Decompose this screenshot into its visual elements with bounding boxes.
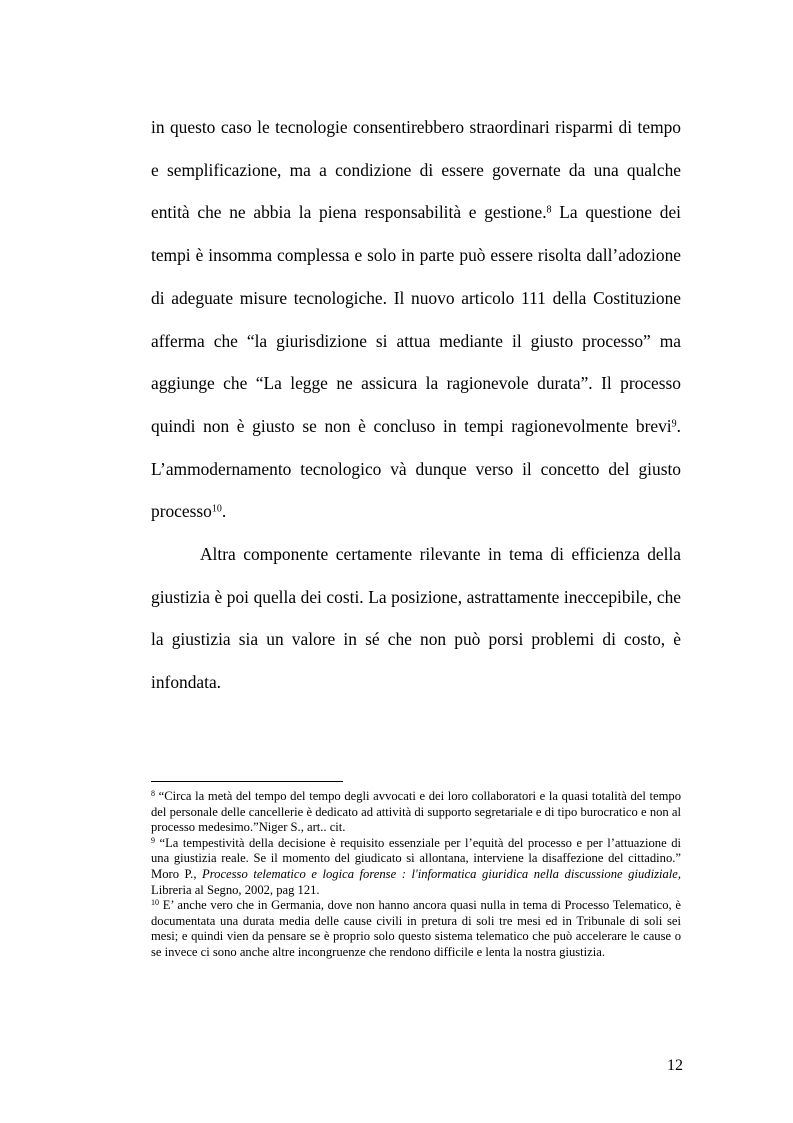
cited-work-title: Processo telematico e logica forense : l'informatica giuridica nella discussione giudiziale, [202,866,682,881]
body-text [151,106,681,704]
page-number: 12 [667,1057,683,1074]
footnote-ref-10[interactable]: 10 [211,503,222,515]
footnote-mark: 9 [151,835,155,845]
footnote-ref-9[interactable]: 9 [671,418,677,430]
footnote-ref-8[interactable]: 8 [546,204,552,216]
paragraph-1-text-d: . [221,501,227,522]
footnote-mark: 8 [151,789,155,798]
paragraph-1-text-c: . L’ammodernamento tecnologico và dunque verso il concetto del giusto processo [151,415,681,522]
paragraph-1 [151,106,681,533]
footnote-8 [151,789,681,836]
paragraph-1-text-a: in questo caso le tecnologie consentirebbero straordinari risparmi di tempo e semplificazione, ma a condizione di essere governate da una qualche entità che ne abbia la piena responsabilità e gestione. [151,117,681,223]
footnote-text-tail: Libreria al Segno, 2002, pag 121. [151,882,320,897]
footnote-text: “La tempestività della decisione è requisito essenziale per l’equità del processo e per l’attuazione di una giustizia reale. Se il momento del giudicato si allontana, interviene la disaffezione del cittadino.” Moro P., [151,835,681,881]
footnote-10 [151,898,681,960]
footnote-text: “Circa la metà del tempo del tempo degli avvocati e dei loro collaboratori e la quasi totalità del tempo del personale delle cancellerie è dedicato ad attività di supporto segretariale e di tipo burocratico e non al processo medesimo.”Niger S., art.. cit. [151,789,681,835]
paragraph-1-text-b: La questione dei tempi è insomma complessa e solo in parte può essere risolta dall’adozione di adeguate misure tecnologiche. Il nuovo articolo 111 della Costituzione afferma che “la giurisdizione si attua mediante il giusto processo” ma aggiunge che “La legge ne assicura la ragionevole durata”. Il processo quindi non è giusto se non è concluso in tempi ragionevolmente brevi [151,202,681,436]
footnote-9 [151,836,681,898]
footnotes [151,789,681,961]
footnote-mark: 10 [151,898,159,908]
footnote-separator [151,781,343,782]
paragraph-2: Altra componente certamente rilevante in tema di efficienza della giustizia è poi quella dei costi. La posizione, astrattamente ineccepibile, che la giustizia sia un valore in sé che non può porsi problemi di costo, è infondata. [151,544,681,693]
footnote-text: E’ anche vero che in Germania, dove non hanno ancora quasi nulla in tema di Processo Telematico, è documentata una durata media delle cause civili in pretura di soli tre mesi ed in Tribunale di soli sei mesi; e quindi vien da pensare se è proprio solo questo sistema telematico che può accelerare le cause o se invece ci sono anche altre incongruenze che rendono difficile e lenta la nostra giustizia. [151,898,681,959]
